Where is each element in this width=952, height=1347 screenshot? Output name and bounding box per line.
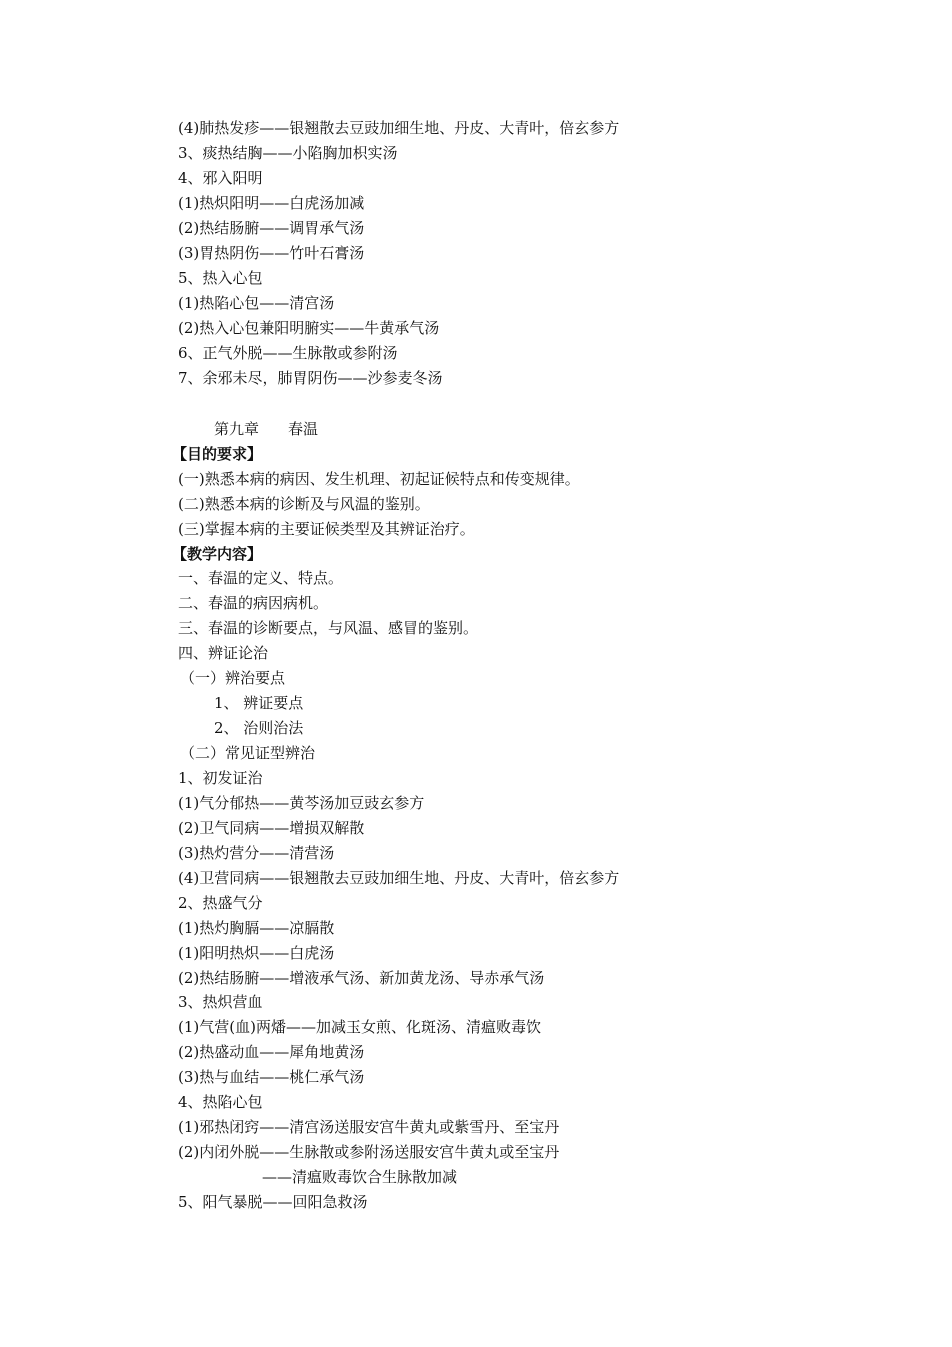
content-item: 2、 治则治法 (214, 719, 304, 737)
objectives-heading: 【目的要求】 (172, 445, 263, 463)
treatment-line: 7、余邪未尽，肺胃阴伤——沙参麦冬汤 (178, 369, 443, 387)
content-item: 1、初发证治 (178, 769, 263, 787)
treatment-line: (1)热陷心包——清宫汤 (178, 294, 335, 312)
content-item: (1)阳明热炽——白虎汤 (178, 944, 335, 962)
treatment-line: (2)热入心包兼阳明腑实——牛黄承气汤 (178, 319, 440, 337)
content-item: （二）常见证型辨治 (180, 744, 316, 762)
chapter-title: 春温 (288, 420, 319, 438)
content-item: （一）辨治要点 (180, 669, 286, 687)
content-item: 四、辨证论治 (178, 644, 269, 662)
treatment-line: (4)肺热发疹——银翘散去豆豉加细生地、丹皮、大青叶，倍玄参方 (178, 119, 620, 137)
content-item: 4、热陷心包 (178, 1093, 263, 1111)
objective-item: (一)熟悉本病的病因、发生机理、初起证候特点和传变规律。 (178, 470, 580, 488)
content-item: (2)热盛动血——犀角地黄汤 (178, 1043, 365, 1061)
content-item: (2)卫气同病——增损双解散 (178, 819, 365, 837)
objective-item: (二)熟悉本病的诊断及与风温的鉴别。 (178, 495, 430, 513)
treatment-line: (2)热结肠腑——调胃承气汤 (178, 219, 365, 237)
treatment-line: 6、正气外脱——生脉散或参附汤 (178, 344, 398, 362)
section-heading: 4、邪入阳明 (178, 169, 263, 187)
treatment-line: 3、痰热结胸——小陷胸加枳实汤 (178, 144, 398, 162)
content-item: (3)热灼营分——清营汤 (178, 844, 335, 862)
treatment-line: (3)胃热阴伤——竹叶石膏汤 (178, 244, 365, 262)
content-item: 5、阳气暴脱——回阳急救汤 (178, 1193, 368, 1211)
content-item: 1、 辨证要点 (214, 694, 304, 712)
section-heading: 5、热入心包 (178, 269, 263, 287)
content-item: 3、热炽营血 (178, 993, 263, 1011)
content-item: (2)热结肠腑——增液承气汤、新加黄龙汤、导赤承气汤 (178, 969, 545, 987)
content-item: (1)气营(血)两燔——加减玉女煎、化斑汤、清瘟败毒饮 (178, 1018, 541, 1036)
chapter-number: 第九章 (214, 420, 260, 438)
objective-item: (三)掌握本病的主要证候类型及其辨证治疗。 (178, 520, 475, 538)
content-item: 三、春温的诊断要点，与风温、感冒的鉴别。 (178, 619, 479, 637)
content-item: 一、春温的定义、特点。 (178, 569, 344, 587)
content-item: ——清瘟败毒饮合生脉散加减 (262, 1168, 458, 1186)
treatment-line: (1)热炽阳明——白虎汤加减 (178, 194, 365, 212)
content-heading: 【教学内容】 (172, 545, 263, 563)
content-item: (4)卫营同病——银翘散去豆豉加细生地、丹皮、大青叶，倍玄参方 (178, 869, 620, 887)
content-item: (1)邪热闭窍——清宫汤送服安宫牛黄丸或紫雪丹、至宝丹 (178, 1118, 560, 1136)
content-item: (1)热灼胸膈——凉膈散 (178, 919, 335, 937)
content-item: (2)内闭外脱——生脉散或参附汤送服安宫牛黄丸或至宝丹 (178, 1143, 560, 1161)
content-item: (1)气分郁热——黄芩汤加豆豉玄参方 (178, 794, 425, 812)
content-item: (3)热与血结——桃仁承气汤 (178, 1068, 365, 1086)
content-item: 二、春温的病因病机。 (178, 594, 329, 612)
content-item: 2、热盛气分 (178, 894, 263, 912)
